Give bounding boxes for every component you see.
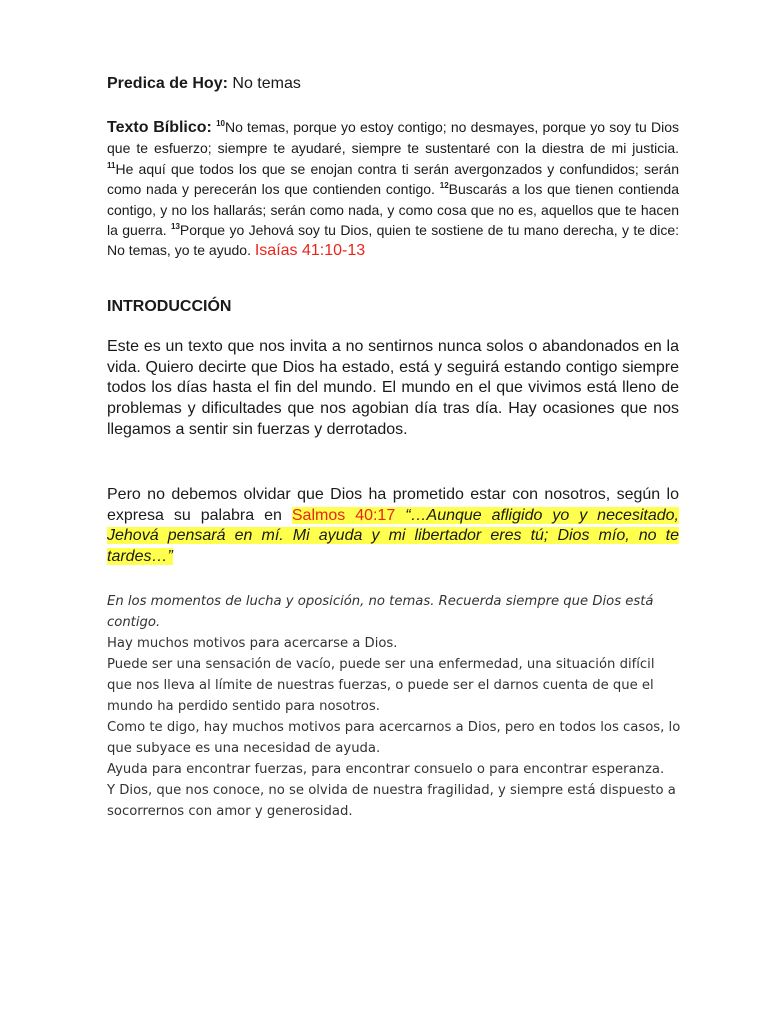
- promise-paragraph: [107, 485, 679, 568]
- body-text: [107, 591, 682, 822]
- promise-lead-text: Pero no debemos olvidar que Dios ha prometido estar con nosotros, según lo expresa su palabra en: [107, 486, 679, 524]
- intro-paragraph: Este es un texto que nos invita a no sentirnos nunca solos o abandonados en la vida. Quiero decirte que Dios ha estado, está y seguirá estando contigo siempre todos los días hasta el fin del mundo. El mundo en el que vivimos está lleno de problemas y dificultades que nos agobian día tras día. Hay ocasiones que nos llegamos a sentir sin fuerzas y derrotados.: [107, 338, 679, 438]
- verse-number: 10: [216, 119, 225, 128]
- verse-text: Buscarás a los que tienen contienda contigo, y no los hallarás; serán como nada, y como cosa que no es, aquellos que te hacen la guerra.: [107, 181, 679, 239]
- body-line: Y Dios, que nos conoce, no se olvida de nuestra fragilidad, y siempre está dispuesto a socorrernos con amor y generosidad.: [107, 783, 676, 819]
- bible-reference: Isaías 41:10-13: [254, 242, 366, 260]
- psalm-reference: Salmos 40:17: [291, 506, 396, 524]
- verse-text: He aquí que todos los que se enojan contra ti serán avergonzados y confundidos; serán como nada y perecerán los que contienden contigo.: [107, 160, 679, 198]
- verse-number: 12: [439, 181, 449, 191]
- sermon-title-label: Predica de Hoy:: [107, 75, 228, 92]
- bible-text: [107, 117, 679, 262]
- sermon-title: [107, 73, 679, 95]
- verse-number: 13: [171, 222, 180, 232]
- verse-text: No temas, porque yo estoy contigo; no desmayes, porque yo soy tu Dios que te esfuerzo; siempre te ayudaré, siempre te sustentaré con la diestra de mi justicia.: [107, 119, 680, 157]
- italic-line: En los momentos de lucha y oposición, no temas. Recuerda siempre que Dios está contigo.: [107, 594, 654, 630]
- body-line: Hay muchos motivos para acercarse a Dios.: [107, 636, 398, 651]
- bible-text-label: Texto Bíblico:: [107, 119, 212, 136]
- body-line: Como te digo, hay muchos motivos para acercarnos a Dios, pero en todos los casos, lo que subyace es una necesidad de ayuda.: [107, 720, 681, 756]
- psalm-quote: “…Aunque afligido yo y necesitado, Jehová pensará en mí. Mi ayuda y mi libertador eres tú; Dios mío, no te tardes…”: [107, 506, 680, 566]
- section-heading: INTRODUCCIÓN: [107, 298, 232, 315]
- sermon-title-value: No temas: [232, 75, 301, 92]
- body-line: Puede ser una sensación de vacío, puede ser una enfermedad, una situación difícil que nos lleva al límite de nuestras fuerzas, o puede ser el darnos cuenta de que el mundo ha perdido sentido para nosotros.: [107, 657, 655, 714]
- body-line: Ayuda para encontrar fuerzas, para encontrar consuelo o para encontrar esperanza.: [107, 762, 665, 777]
- verse-number: 11: [107, 160, 116, 170]
- verse-text: Porque yo Jehová soy tu Dios, quien te sostiene de tu mano derecha, y te dice: No temas, yo te ayudo.: [107, 222, 679, 259]
